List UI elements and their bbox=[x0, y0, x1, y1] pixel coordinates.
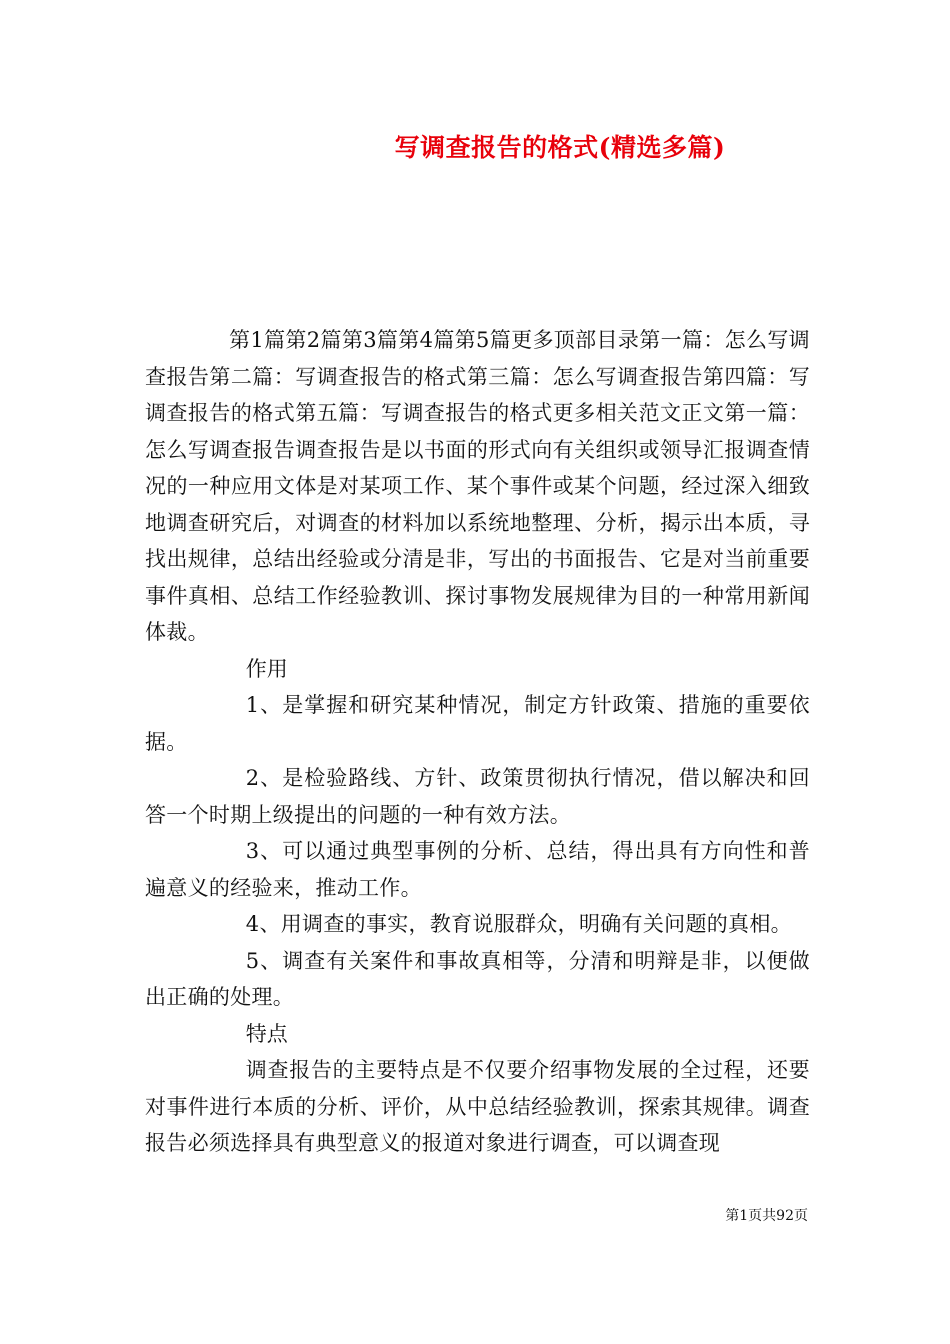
page-number-footer: 第1页共92页 bbox=[725, 1208, 808, 1224]
document-body bbox=[145, 322, 810, 1162]
intro-paragraph: 第1篇第2篇第3篇第4篇第5篇更多顶部目录第一篇：怎么写调查报告第二篇：写调查报告的格式第三篇：怎么写调查报告第四篇：写调查报告的格式第五篇：写调查报告的格式更多相关范文正文第一篇：怎么写调查报告调查报告是以书面的形式向有关组织或领导汇报调查情况的一种应用文体是对某项工作、某个事件或某个问题，经过深入细致地调查研究后，对调查的材料加以系统地整理、分析，揭示出本质，寻找出规律，总结出经验或分清是非，写出的书面报告、它是对当前重要事件真相、总结工作经验教训、探讨事物发展规律为目的一种常用新闻体裁。 bbox=[145, 328, 810, 644]
function-item: 1、是掌握和研究某种情况，制定方针政策、措施的重要依据。 bbox=[145, 693, 810, 754]
section-heading-function: 作用 bbox=[245, 656, 288, 681]
function-item: 2、是检验路线、方针、政策贯彻执行情况，借以解决和回答一个时期上级提出的问题的一种有效方法。 bbox=[145, 766, 810, 827]
features-paragraph: 调查报告的主要特点是不仅要介绍事物发展的全过程，还要对事件进行本质的分析、评价，从中总结经验教训，探索其规律。调查报告必须选择具有典型意义的报道对象进行调查，可以调查现 bbox=[145, 1058, 810, 1155]
function-item: 4、用调查的事实，教育说服群众，明确有关问题的真相。 bbox=[245, 912, 792, 936]
function-item: 5、调查有关案件和事故真相等，分清和明辩是非，以便做出正确的处理。 bbox=[145, 948, 810, 1009]
function-item: 3、可以通过典型事例的分析、总结，得出具有方向性和普遍意义的经验来，推动工作。 bbox=[145, 839, 810, 900]
document-title: 写调查报告的格式(精选多篇) bbox=[394, 133, 726, 162]
section-heading-features: 特点 bbox=[245, 1021, 288, 1046]
